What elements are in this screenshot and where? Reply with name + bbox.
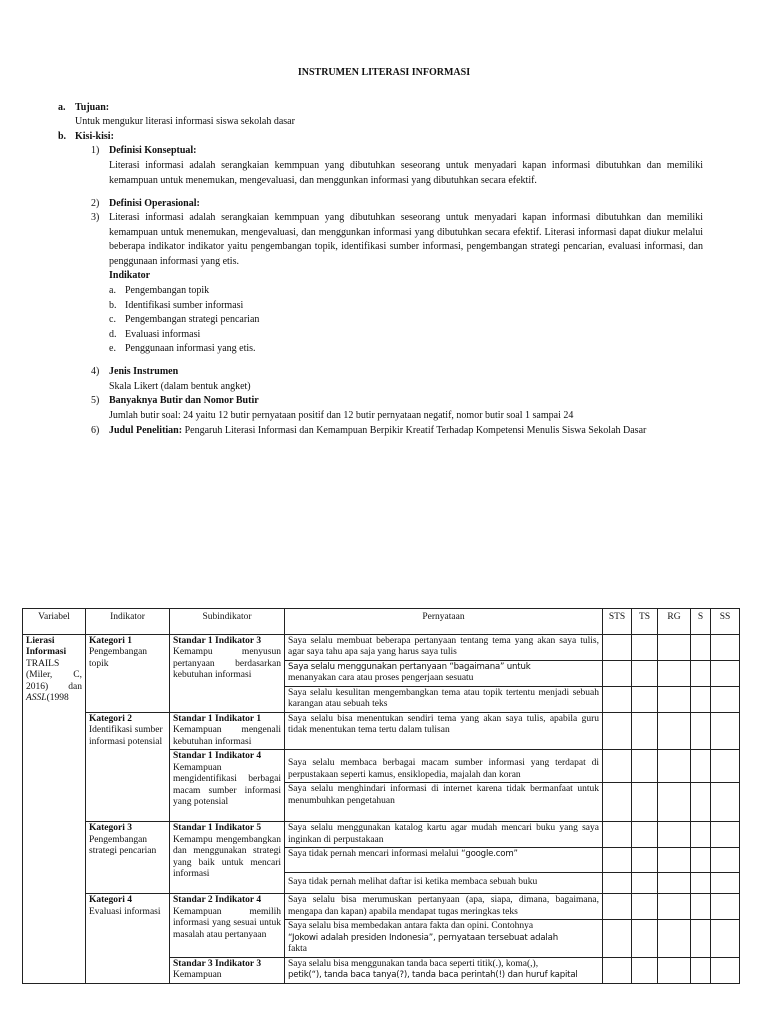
indikator-item — [109, 328, 259, 343]
ts-cell[interactable] — [632, 634, 658, 660]
ss-cell[interactable] — [711, 920, 740, 958]
indikator-cell-k4 — [86, 894, 170, 984]
pernyataan-2 — [285, 660, 603, 686]
header-s: S — [691, 609, 711, 635]
judul-penelitian-text: Pengaruh Literasi Informasi dan Kemampuan Berpikir Kreatif Terhadap Kompetensi Menulis Siswa Sekolah Dasar — [184, 425, 647, 436]
section-a-heading: Tujuan: — [75, 102, 110, 113]
indikator-letter: d. — [109, 328, 117, 340]
item-2-heading: Definisi Operasional: — [109, 198, 200, 209]
rg-cell[interactable] — [658, 783, 691, 822]
pernyataan-1: Saya selalu membuat beberapa pertanyaan tentang tema yang akan saya tulis, agar saya tahu apa saja yang harus saya tulis — [285, 634, 603, 660]
sts-cell[interactable] — [603, 660, 632, 686]
s-cell[interactable] — [691, 848, 711, 873]
sts-cell[interactable] — [603, 848, 632, 873]
pernyataan-2-line-2: menanyakan cara atau proses pengerjaan sesuatu — [288, 673, 474, 683]
header-rg: RG — [658, 609, 691, 635]
s-cell[interactable] — [691, 920, 711, 958]
table-row — [23, 634, 740, 660]
pernyataan-4: Saya selalu bisa menentukan sendiri tema yang akan saya tulis, apabila guru tidak menentukan tema tertu dalam tulisan — [285, 712, 603, 750]
pernyataan-10: Saya selalu bisa merumuskan pertanyaan (apa, siapa, dimana, bagaimana, mengapa dan kapan) apabila mendapat tugas meringkas teks — [285, 894, 603, 920]
ts-cell[interactable] — [632, 873, 658, 894]
s-cell[interactable] — [691, 957, 711, 983]
rg-cell[interactable] — [658, 873, 691, 894]
rg-cell[interactable] — [658, 686, 691, 712]
indikator-item — [109, 342, 259, 357]
rg-cell[interactable] — [658, 894, 691, 920]
item-4-heading-row — [91, 365, 703, 380]
pernyataan-11-line-2: “Jokowi adalah presiden Indonesia”, pernyataan tersebuat adalah — [288, 932, 558, 943]
ts-cell[interactable] — [632, 750, 658, 783]
item-5-number: 5) — [91, 395, 100, 406]
pernyataan-8-google: “google.com” — [461, 849, 518, 859]
ss-cell[interactable] — [711, 957, 740, 983]
rg-cell[interactable] — [658, 920, 691, 958]
sts-cell[interactable] — [603, 686, 632, 712]
pernyataan-11-line-1: Saya selalu bisa membedakan antara fakta dan opini. Contohnya — [288, 921, 534, 931]
sts-cell[interactable] — [603, 957, 632, 983]
definisi-operasional-text: Literasi informasi adalah serangkaian kemmpuan yang dibutuhkan seseorang untuk menyadari kapan informasi dibutuhkan dan memiliki kemampuan untuk menemukan, mengevaluasi, dan menggunkan informasi yang dibutuhkan secara efektif. Literasi informasi dapat diukur melalui beberapa indikator indikator yaitu pengembangan topik, identifikasi sumber informasi, pengembangan strategi pencarian, evaluasi informasi, dan penggunaan informasi yang etis. — [109, 212, 703, 267]
s-cell[interactable] — [691, 894, 711, 920]
indikator-heading: Indikator — [109, 270, 151, 281]
s-cell[interactable] — [691, 750, 711, 783]
item-6-heading: Judul Penelitian: — [109, 425, 183, 436]
subindikator-cell-6 — [170, 957, 285, 983]
table-header-row — [23, 609, 740, 635]
item-1-number: 1) — [91, 145, 100, 156]
subindikator-2-title: Standar 1 Indikator 1 — [173, 713, 262, 724]
variabel-name: Lierasi Informasi — [26, 635, 67, 657]
rg-cell[interactable] — [658, 848, 691, 873]
table-row — [23, 712, 740, 750]
sts-cell[interactable] — [603, 750, 632, 783]
subindikator-6-text: Kemampuan — [173, 970, 222, 980]
subindikator-cell-5 — [170, 894, 285, 958]
indikator-letter: a. — [109, 285, 116, 296]
jenis-instrumen-text: Skala Likert (dalam bentuk angket) — [109, 381, 251, 392]
ss-cell[interactable] — [711, 848, 740, 873]
subindikator-2-text: Kemampuan mengenali kebutuhan informasi — [173, 725, 281, 747]
variabel-source: TRAILS (Miler, C, 2016) dan — [26, 658, 82, 692]
indikator-cell-k3 — [86, 822, 170, 894]
subindikator-cell-2 — [170, 712, 285, 750]
variabel-year: (1998 — [46, 693, 69, 703]
header-variabel: Variabel — [23, 609, 86, 635]
header-indikator: Indikator — [86, 609, 170, 635]
ts-cell[interactable] — [632, 686, 658, 712]
section-tujuan — [58, 101, 708, 116]
subindikator-6-title: Standar 3 Indikator 3 — [173, 958, 262, 969]
ss-cell[interactable] — [711, 634, 740, 660]
subindikator-5-text: Kemampuan memilih informasi yang sesuai untuk masalah atau pertanyaan — [173, 906, 281, 940]
s-cell[interactable] — [691, 783, 711, 822]
ss-cell[interactable] — [711, 783, 740, 822]
s-cell[interactable] — [691, 873, 711, 894]
pernyataan-11 — [285, 920, 603, 958]
rg-cell[interactable] — [658, 750, 691, 783]
sts-cell[interactable] — [603, 894, 632, 920]
ss-cell[interactable] — [711, 660, 740, 686]
item-4-number: 4) — [91, 366, 100, 377]
item-5-heading: Banyaknya Butir dan Nomor Butir — [109, 395, 259, 406]
subindikator-3-text: Kemampuan mengidentifikasi berbagai macam sumber informasi yang potensial — [173, 762, 281, 807]
pernyataan-3: Saya selalu kesulitan mengembangkan tema atau topik tertentu menjadi sebuah karangan atau sebuah teks — [285, 686, 603, 712]
subindikator-3-title: Standar 1 Indikator 4 — [173, 751, 262, 761]
subindikator-cell-1 — [170, 634, 285, 712]
header-ts: TS — [632, 609, 658, 635]
pernyataan-8-text: Saya tidak pernah mencari informasi melalui — [288, 849, 462, 859]
rg-cell[interactable] — [658, 822, 691, 848]
pernyataan-12 — [285, 957, 603, 983]
tujuan-text: Untuk mengukur literasi informasi siswa sekolah dasar — [75, 116, 295, 127]
pernyataan-2-line-1: Saya selalu menggunakan pertanyaan “bagaimana” untuk — [288, 661, 531, 672]
subindikator-1-title: Standar 1 Indikator 3 — [173, 635, 262, 646]
item-3-number: 3) — [91, 212, 100, 223]
rg-cell[interactable] — [658, 634, 691, 660]
pernyataan-9: Saya tidak pernah melihat daftar isi ketika membaca sebuah buku — [285, 873, 603, 894]
item-6-row — [91, 424, 731, 439]
item-2-heading-row — [91, 197, 703, 212]
ss-cell[interactable] — [711, 873, 740, 894]
pernyataan-12-line-1: Saya selalu bisa menggunakan tanda baca seperti titik(.), koma(,), — [288, 958, 539, 969]
item-5-heading-row — [91, 394, 703, 409]
variabel-assl: ASSL — [26, 693, 47, 703]
s-cell[interactable] — [691, 822, 711, 848]
section-a-label: a. — [58, 102, 66, 113]
rg-cell[interactable] — [658, 957, 691, 983]
header-pernyataan: Pernyataan — [285, 609, 603, 635]
ss-cell[interactable] — [711, 894, 740, 920]
subindikator-5-title: Standar 2 Indikator 4 — [173, 895, 262, 905]
kategori-4-text: Evaluasi informasi — [89, 906, 161, 917]
sts-cell[interactable] — [603, 920, 632, 958]
pernyataan-7: Saya selalu menggunakan katalog kartu agar mudah mencari buku yang saya inginkan di perpustakaan — [285, 822, 603, 848]
header-subindikator: Subindikator — [170, 609, 285, 635]
item-2-number: 2) — [91, 198, 100, 209]
ts-cell[interactable] — [632, 957, 658, 983]
kisi-kisi-table — [22, 608, 740, 984]
item-6-number: 6) — [91, 425, 100, 436]
sts-cell[interactable] — [603, 873, 632, 894]
s-cell[interactable] — [691, 712, 711, 750]
kategori-2-title: Kategori 2 — [89, 713, 133, 724]
pernyataan-11-line-3: fakta — [288, 944, 307, 954]
kategori-2-text: Identifikasi sumber informasi potensial — [89, 725, 163, 747]
kategori-3-title: Kategori 3 — [89, 823, 133, 833]
ss-cell[interactable] — [711, 712, 740, 750]
header-ss: SS — [711, 609, 740, 635]
kategori-1-title: Kategori 1 — [89, 635, 133, 646]
subindikator-1-text: Kemampu menyusun pertanyaan berdasarkan kebutuhan informasi — [173, 647, 281, 680]
pernyataan-12-line-2: petik(“), tanda baca tanya(?), tanda baca perintah(!) dan huruf kapital — [288, 970, 578, 980]
indikator-item — [109, 313, 259, 328]
ss-cell[interactable] — [711, 750, 740, 783]
item-1-heading-row — [91, 144, 703, 159]
header-sts: STS — [603, 609, 632, 635]
sts-cell[interactable] — [603, 634, 632, 660]
pernyataan-8 — [285, 848, 603, 873]
banyaknya-butir-text: Jumlah butir soal: 24 yaitu 12 butir pernyataan positif dan 12 butir pernyataan negatif, nomor butir soal 1 sampai 24 — [109, 410, 574, 421]
sts-cell[interactable] — [603, 783, 632, 822]
rg-cell[interactable] — [658, 660, 691, 686]
ts-cell[interactable] — [632, 848, 658, 873]
subindikator-cell-3 — [170, 750, 285, 822]
indikator-cell-k1 — [86, 634, 170, 712]
document-title: INSTRUMEN LITERASI INFORMASI — [297, 67, 471, 78]
pernyataan-6: Saya selalu menghindari informasi di internet karena tidak bermanfaat untuk menumbuhkan pengetahuan — [285, 783, 603, 822]
subindikator-cell-4 — [170, 822, 285, 894]
s-cell[interactable] — [691, 686, 711, 712]
variabel-cell — [23, 634, 86, 983]
indikator-letter: e. — [109, 343, 116, 354]
subindikator-4-title: Standar 1 Indikator 5 — [173, 823, 262, 833]
sts-cell[interactable] — [603, 712, 632, 750]
indikator-text: Pengembangan strategi pencarian — [125, 314, 260, 325]
indikator-item — [109, 284, 259, 299]
ts-cell[interactable] — [632, 894, 658, 920]
ts-cell[interactable] — [632, 783, 658, 822]
indikator-list — [109, 284, 259, 357]
indikator-item — [109, 299, 259, 314]
ts-cell[interactable] — [632, 660, 658, 686]
kategori-3-text: Pengembangan strategi pencarian — [89, 834, 157, 856]
pernyataan-5: Saya selalu membaca berbagai macam sumber informasi yang terdapat di perpustakaan seperti kamus, ensiklopedia, majalah dan koran — [285, 750, 603, 783]
table-row — [23, 894, 740, 920]
ts-cell[interactable] — [632, 920, 658, 958]
section-b-heading: Kisi-kisi: — [75, 131, 114, 142]
kategori-4-title: Kategori 4 — [89, 895, 133, 905]
indikator-text: Evaluasi informasi — [125, 328, 201, 340]
sts-cell[interactable] — [603, 822, 632, 848]
ts-cell[interactable] — [632, 712, 658, 750]
item-1-heading: Definisi Konseptual: — [109, 145, 197, 156]
indikator-cell-k2 — [86, 712, 170, 822]
ss-cell[interactable] — [711, 686, 740, 712]
ss-cell[interactable] — [711, 822, 740, 848]
s-cell[interactable] — [691, 660, 711, 686]
section-kisi — [58, 130, 708, 145]
indikator-letter: c. — [109, 314, 116, 325]
table-row — [23, 822, 740, 848]
rg-cell[interactable] — [658, 712, 691, 750]
indikator-letter: b. — [109, 299, 117, 311]
kategori-1-text: Pengembangan topik — [89, 647, 148, 669]
s-cell[interactable] — [691, 634, 711, 660]
ts-cell[interactable] — [632, 822, 658, 848]
indikator-text: Penggunaan informasi yang etis. — [125, 343, 256, 354]
item-4-heading: Jenis Instrumen — [109, 366, 179, 377]
subindikator-4-text: Kemampu mengembangkan dan menggunakan strategi yang baik untuk mencari informasi — [173, 834, 281, 879]
indikator-text: Identifikasi sumber informasi — [125, 299, 244, 311]
indikator-text: Pengembangan topik — [125, 285, 210, 296]
section-b-label: b. — [58, 131, 67, 142]
definisi-konseptual-text: Literasi informasi adalah serangkaian kemmpuan yang dibutuhkan seseorang untuk menyadari kapan informasi dibutuhkan dan memiliki kemampuan untuk menemukan, mengevaluasi, dan menggunkan informasi yang dibutuhkan secara efektif. — [109, 160, 703, 186]
